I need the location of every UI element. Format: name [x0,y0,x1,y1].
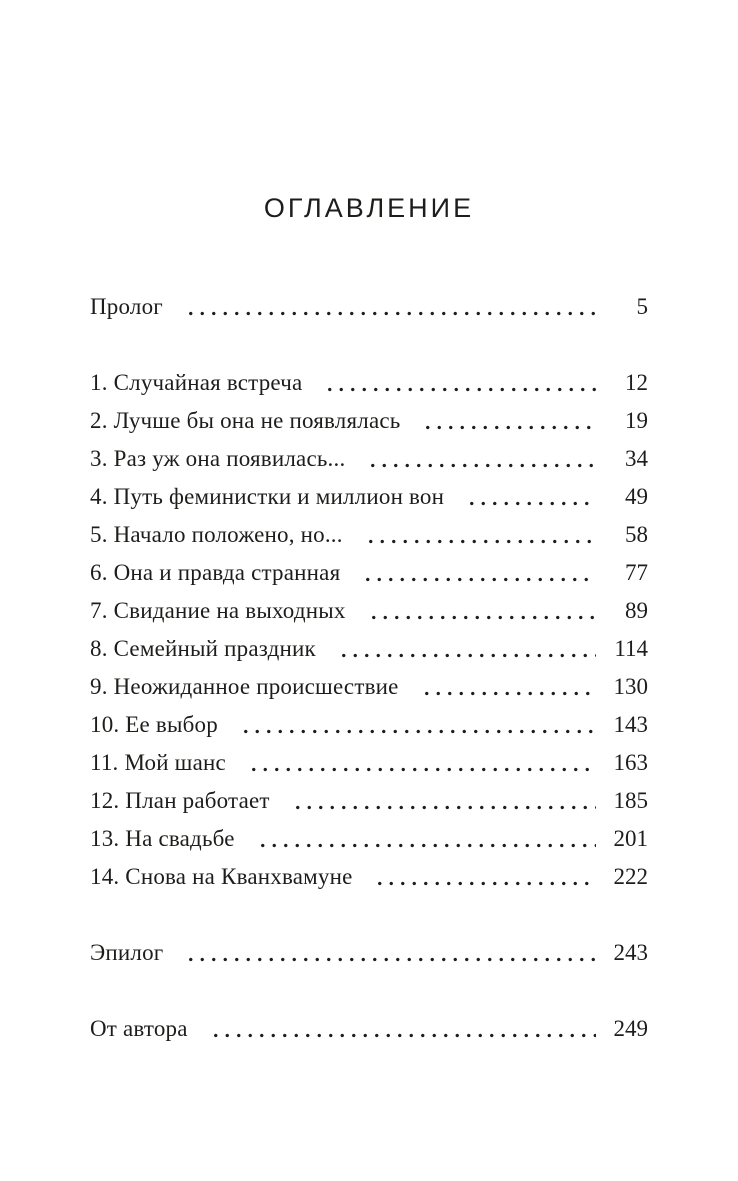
toc-entry-page: 249 [613,1016,648,1041]
dot-leader [181,934,596,972]
dot-leader [206,1010,596,1048]
toc-row [90,402,648,440]
toc-entry-label: 3. Раз уж она появилась... [90,446,346,471]
toc-row [90,554,648,592]
toc-entry-label: 10. Ее выбор [90,712,218,737]
toc-entry-page: 34 [625,446,648,471]
dot-leader [358,554,596,592]
toc-entry-label: 12. План работает [90,788,270,813]
toc-row [90,858,648,896]
dot-leader [253,820,596,858]
toc-row [90,706,648,744]
toc-entry-page: 201 [613,826,648,851]
toc-entry-page: 12 [625,370,648,395]
toc-entry-page: 222 [613,864,648,889]
toc-entry-label: 9. Неожиданное происшествие [90,674,399,699]
toc-list [90,288,648,1048]
toc-entry-label: От автора [90,1016,188,1041]
toc-row [90,744,648,782]
toc-row [90,364,648,402]
toc-entry-page: 143 [613,712,648,737]
toc-row [90,592,648,630]
toc-row [90,288,648,326]
toc-entry-page: 130 [613,674,648,699]
toc-entry-label: Пролог [90,294,163,319]
dot-leader [417,668,596,706]
dot-leader [363,440,596,478]
toc-row [90,1010,648,1048]
dot-leader [244,744,596,782]
toc-entry-page: 243 [613,940,648,965]
dot-leader [334,630,596,668]
toc-entry-label: 11. Мой шанс [90,750,226,775]
toc-entry-page: 163 [613,750,648,775]
dot-leader [288,782,596,820]
toc-entry-label: 1. Случайная встреча [90,370,303,395]
toc-row [90,782,648,820]
toc-row [90,478,648,516]
dot-leader [361,516,596,554]
toc-entry-page: 49 [625,484,648,509]
toc-row [90,630,648,668]
dot-leader [236,706,596,744]
toc-row [90,668,648,706]
toc-entry-label: Эпилог [90,940,164,965]
dot-leader [320,364,596,402]
toc-entry-label: 7. Свидание на выходных [90,598,346,623]
toc-entry-page: 89 [625,598,648,623]
toc-entry-page: 5 [636,294,648,319]
toc-entry-page: 114 [614,636,648,661]
toc-row [90,934,648,972]
toc-entry-label: 2. Лучше бы она не появлялась [90,408,401,433]
toc-entry-label: 13. На свадьбе [90,826,235,851]
toc-entry-label: 6. Она и правда странная [90,560,341,585]
dot-leader [370,858,596,896]
toc-entry-page: 185 [613,788,648,813]
toc-entry-label: 4. Путь феминистки и миллион вон [90,484,445,509]
toc-entry-page: 77 [625,560,648,585]
toc-entry-label: 5. Начало положено, но... [90,522,343,547]
toc-entry-page: 19 [625,408,648,433]
toc-row [90,820,648,858]
dot-leader [181,288,596,326]
toc-entry-label: 8. Семейный праздник [90,636,316,661]
toc-title: ОГЛАВЛЕНИЕ [263,193,475,223]
dot-leader [418,402,596,440]
toc-entry-page: 58 [625,522,648,547]
dot-leader [364,592,596,630]
toc-entry-label: 14. Снова на Кванхвамуне [90,864,353,889]
dot-leader [462,478,596,516]
toc-row [90,516,648,554]
toc-row [90,440,648,478]
